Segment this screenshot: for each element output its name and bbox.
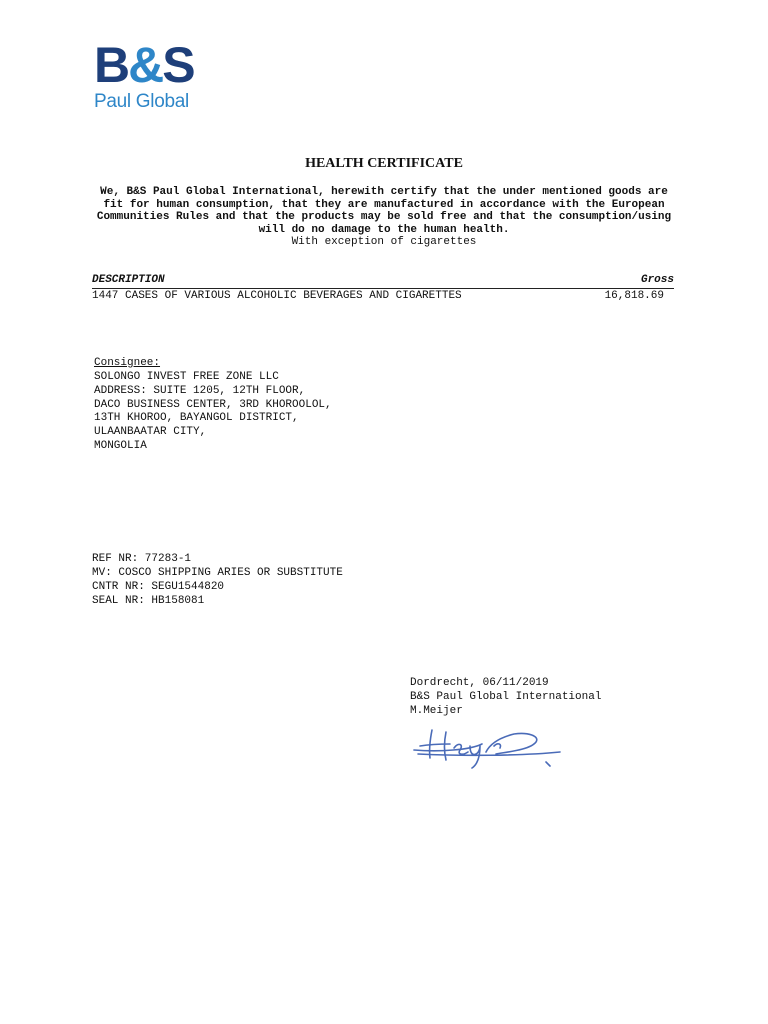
consignee-line: ADDRESS: SUITE 1205, 12TH FLOOR, [94, 384, 306, 397]
place-date: Dordrecht, 06/11/2019 [410, 677, 549, 689]
gross-header: Gross [640, 274, 674, 286]
signature-block [410, 676, 601, 718]
consignee-address [94, 371, 332, 454]
table-row [92, 289, 664, 303]
handwritten-signature [410, 722, 570, 772]
consignee-line: ULAANBAATAR CITY, [94, 426, 207, 439]
table-header [92, 274, 674, 289]
logo-letter-s: S [162, 37, 194, 93]
logo-subtitle: Paul Global [94, 91, 189, 112]
vessel-name: MV: COSCO SHIPPING ARIES OR SUBSTITUTE [92, 567, 343, 579]
consignee-label: Consignee: [94, 357, 161, 369]
certification-statement: We, B&S Paul Global International, herewith certify that the under mentioned goods are fit for human consumption, that they are manufactured in accordance with the European Communities Rules and that the products may be sold free and that the consumption/using will do no damage to the human health. [96, 186, 672, 236]
ref-number: REF NR: 77283-1 [92, 553, 192, 565]
container-number: CNTR NR: SEGU1544820 [92, 581, 225, 593]
consignee-line: MONGOLIA [94, 439, 147, 452]
row-gross: 16,818.69 [604, 290, 664, 302]
signatory-name: M.Meijer [410, 705, 463, 717]
logo-mark [94, 37, 194, 93]
consignee-line: 13TH KHOROO, BAYANGOL DISTRICT, [94, 412, 299, 425]
signing-company: B&S Paul Global International [410, 691, 602, 703]
document-title: HEALTH CERTIFICATE [305, 156, 463, 171]
row-description: 1447 CASES OF VARIOUS ALCOHOLIC BEVERAGES AND CIGARETTES [92, 290, 462, 302]
exception-note: With exception of cigarettes [291, 236, 477, 248]
consignee-line: SOLONGO INVEST FREE ZONE LLC [94, 371, 279, 383]
seal-number: SEAL NR: HB158081 [92, 595, 205, 607]
description-header: DESCRIPTION [92, 274, 165, 286]
company-logo [94, 37, 194, 112]
logo-letter-b: B [94, 37, 129, 93]
logo-ampersand: & [128, 37, 163, 93]
shipment-references [92, 552, 343, 608]
consignee-line: DACO BUSINESS CENTER, 3RD KHOROOLOL, [94, 398, 332, 411]
